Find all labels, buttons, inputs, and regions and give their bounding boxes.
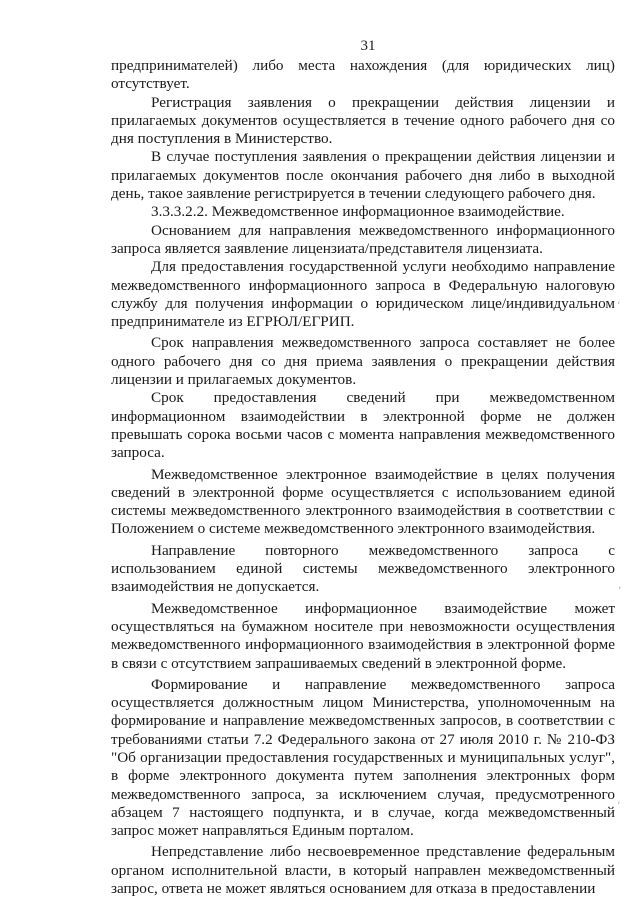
paragraph-12: Формирование и направление межведомственного запроса осуществляется должностным лицом Министерства, уполномоченным на формирование и направление межведомственных запросов, в соответствии с требованиями статьи 7.2 Федерального закона от 27 июля 2010 г. № 210-ФЗ "Об организации предоставления государственных и муниципальных услуг", в форме электронного документа путем заполнения электронных форм межведомственного запроса, за исключением случая, предусмотренного абзацем 7 настоящего подпункта, и в случае, когда межведомственный запрос может направляться Единым порталом. [111, 675, 615, 840]
page-number: 31 [360, 38, 376, 54]
paragraph-3: В случае поступления заявления о прекращении действия лицензии и прилагаемых документов после окончания рабочего дня либо в выходной день, такое заявление регистрируется в течении следующего рабочего дня. [111, 148, 615, 203]
paragraph-4-section-heading: 3.3.3.2.2. Межведомственное информационное взаимодействие. [151, 203, 565, 221]
paragraph-2: Регистрация заявления о прекращении действия лицензии и прилагаемых документов осуществляется в течение одного рабочего дня со дня поступления в Министерство. [111, 93, 615, 148]
paragraph-11: Межведомственное информационное взаимодействие может осуществляться на бумажном носителе при невозможности осуществления межведомственного информационного взаимодействия в электронной форме в связи с отсутствием запрашиваемых сведений в электронной форме. [111, 599, 615, 672]
paragraph-8: Срок предоставления сведений при межведомственном информационном взаимодействии в электронной форме не должен превышать сорока восьми часов с момента направления межведомственного запроса. [111, 389, 615, 462]
paragraph-9: Межведомственное электронное взаимодействие в целях получения сведений в электронной форме осуществляется с использованием единой системы межведомственного электронного взаимодействия в соответствии с Положением о системе межведомственного электронного взаимодействия. [111, 465, 615, 538]
scan-speck: ʹ [618, 300, 620, 310]
paragraph-5: Основанием для направления межведомственного информационного запроса является заявление лицензиата/представителя лицензиата. [111, 221, 615, 257]
scan-speck: ʹ [618, 800, 620, 810]
paragraph-13: Непредставление либо несвоевременное представление федеральным органом исполнительной власти, в который направлен межведомственный запрос, ответа не может являться основанием для отказа в предоставлении [111, 843, 615, 898]
paragraph-6: Для предоставления государственной услуги необходимо направление межведомственного информационного запроса в Федеральную налоговую службу для получения информации о юридическом лице/индивидуальном предпринимателе из ЕГРЮЛ/ЕГРИП. [111, 258, 615, 331]
paragraph-10: Направление повторного межведомственного запроса с использованием единой системы межведомственного электронного взаимодействия не допускается. [111, 541, 615, 596]
scan-speck: ʹ [619, 585, 621, 595]
paragraph-1: предпринимателей) либо места нахождения (для юридических лиц) отсутствует. [111, 57, 615, 93]
paragraph-7: Срок направления межведомственного запроса составляет не более одного рабочего дня со дня приема заявления о прекращении действия лицензии и прилагаемых документов. [111, 334, 615, 389]
